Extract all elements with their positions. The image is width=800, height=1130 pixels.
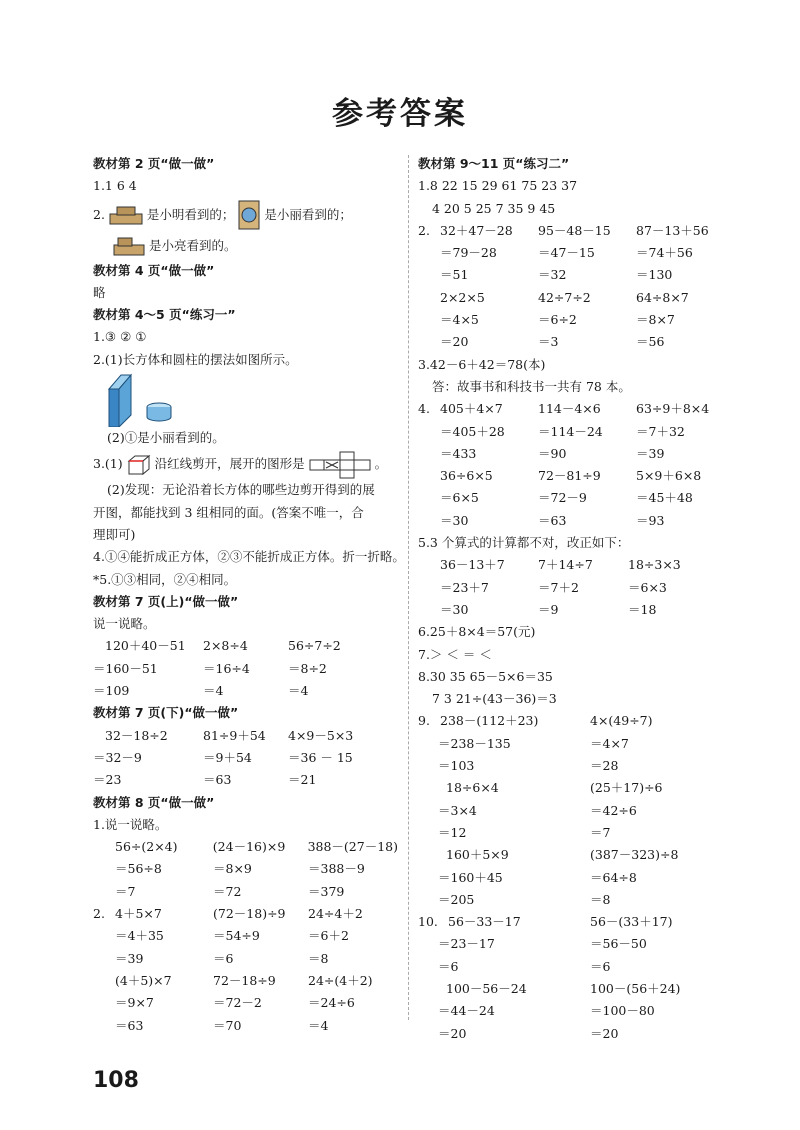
calc-cell: ＝51 xyxy=(440,267,469,283)
calc-cell: ＝130 xyxy=(636,267,673,283)
calc-row xyxy=(418,822,718,844)
calc-row xyxy=(93,769,398,791)
calc-cell: ＝388－9 xyxy=(308,861,365,877)
cuboid-red-line-icon xyxy=(127,454,151,476)
calc-row xyxy=(93,836,398,858)
calc-cell: 405＋4×7 xyxy=(440,401,503,417)
answer-line: 答：故事书和科技书一共有 78 本。 xyxy=(432,378,631,394)
answer-line: 5.3 个算式的计算都不对，改正如下： xyxy=(418,535,630,551)
calc-cell: ＝47－15 xyxy=(538,245,595,261)
calc-cell: ＝54÷9 xyxy=(213,928,260,944)
calc-cell: 56－33－17 xyxy=(448,914,521,930)
calc-cell: ＝21 xyxy=(288,772,317,788)
answer-line: 略 xyxy=(93,284,106,300)
calc-block xyxy=(93,836,398,903)
calc-cell: ＝7 xyxy=(115,883,136,899)
answer-text: 是小丽看到的； xyxy=(264,206,352,222)
calc-cell: 4＋5×7 xyxy=(115,906,162,922)
calc-cell: ＝9×7 xyxy=(115,995,154,1011)
calc-row xyxy=(418,710,718,732)
section-title: 教材第 7 页(上)“做一做” xyxy=(93,593,239,609)
calc-row xyxy=(418,443,718,465)
calc-cell: 18÷6×4 xyxy=(446,780,499,796)
calc-row xyxy=(418,889,718,911)
calc-cell: ＝6÷2 xyxy=(538,312,577,328)
calc-cell: 56－(33＋17) xyxy=(590,914,673,930)
calc-row xyxy=(418,844,718,866)
calc-cell: 120＋40－51 xyxy=(105,638,186,654)
calc-cell: ＝93 xyxy=(636,512,665,528)
calc-cell: ＝30 xyxy=(440,601,469,617)
calc-cell: 36÷6×5 xyxy=(440,468,493,484)
calc-block xyxy=(418,220,718,354)
calc-row xyxy=(418,487,718,509)
calc-cell: ＝379 xyxy=(308,883,345,899)
answer-line: 开图，都能找到 3 组相同的面。(答案不唯一，合 xyxy=(93,504,364,520)
calc-cell: ＝7＋2 xyxy=(538,579,579,595)
calc-block xyxy=(418,398,718,532)
answer-line: 4 20 5 25 7 35 9 45 xyxy=(432,200,556,216)
calc-cell: ＝74＋56 xyxy=(636,245,693,261)
calc-row xyxy=(93,1015,398,1037)
calc-cell: ＝4 xyxy=(308,1017,329,1033)
calc-cell: ＝4＋35 xyxy=(115,928,164,944)
calc-block xyxy=(418,554,718,621)
item-number: 4. xyxy=(418,401,430,417)
calc-cell: 160＋5×9 xyxy=(446,847,509,863)
answer-line: (2)①是小丽看到的。 xyxy=(107,430,225,446)
calc-row xyxy=(93,725,398,747)
net-diagram-icon xyxy=(309,451,371,479)
calc-cell: 2×8÷4 xyxy=(203,638,248,654)
answer-line: 3.42－6＋42＝78(本) xyxy=(418,356,546,372)
calc-cell: 5×9＋6×8 xyxy=(636,468,702,484)
calc-row xyxy=(418,599,718,621)
calc-row xyxy=(418,1023,718,1045)
calc-cell: ＝36 － 15 xyxy=(288,749,353,765)
calc-cell: (387－323)÷8 xyxy=(590,847,679,863)
calc-cell: ＝20 xyxy=(440,334,469,350)
calc-row xyxy=(418,755,718,777)
calc-row xyxy=(418,465,718,487)
calc-row xyxy=(93,970,398,992)
calc-row xyxy=(418,911,718,933)
calc-cell: ＝23＋7 xyxy=(440,579,489,595)
answer-text: 沿红线剪开，展开的图形是 xyxy=(154,456,305,472)
calc-cell: ＝4 xyxy=(288,683,309,699)
calc-cell: ＝12 xyxy=(438,824,467,840)
calc-cell: 81÷9＋54 xyxy=(203,727,266,743)
calc-cell: ＝30 xyxy=(440,512,469,528)
calc-cell: ＝114－24 xyxy=(538,423,603,439)
right-column xyxy=(418,153,718,1045)
answer-line: 6.25＋8×4＝57(元) xyxy=(418,624,536,640)
calc-cell: 56÷7÷2 xyxy=(288,638,341,654)
calc-cell: ＝32－9 xyxy=(93,749,142,765)
calc-cell: ＝39 xyxy=(115,950,144,966)
item-number: 10. xyxy=(418,914,438,930)
calc-row xyxy=(418,577,718,599)
calc-cell: ＝20 xyxy=(438,1025,467,1041)
calc-cell: ＝63 xyxy=(203,772,232,788)
calc-cell: ＝70 xyxy=(213,1017,242,1033)
calc-cell: ＝56－50 xyxy=(590,936,647,952)
calc-cell: ＝32 xyxy=(538,267,567,283)
page-title: 参考答案 xyxy=(332,96,468,132)
calc-cell: ＝72 xyxy=(213,883,242,899)
answer-line: 4.①④能折成正方体，②③不能折成正方体。折一折略。 xyxy=(93,549,405,565)
calc-row xyxy=(93,992,398,1014)
calc-row xyxy=(418,287,718,309)
calc-cell: ＝100－80 xyxy=(590,1003,655,1019)
calc-cell: ＝23－17 xyxy=(438,936,495,952)
calc-cell: ＝90 xyxy=(538,445,567,461)
calc-cell: ＝44－24 xyxy=(438,1003,495,1019)
calc-cell: ＝56 xyxy=(636,334,665,350)
calc-block xyxy=(418,710,718,911)
calc-cell: (72－18)÷9 xyxy=(213,906,286,922)
calc-cell: 100－56－24 xyxy=(446,980,527,996)
calc-row xyxy=(93,658,398,680)
calc-row xyxy=(418,933,718,955)
calc-cell: ＝39 xyxy=(636,445,665,461)
calc-cell: ＝3 xyxy=(538,334,559,350)
section-title: 教材第 2 页“做一做” xyxy=(93,156,215,171)
item-number: 3.(1) xyxy=(93,456,123,472)
calc-cell: ＝103 xyxy=(438,758,475,774)
answer-text: 。 xyxy=(374,456,388,472)
calc-cell: ＝42÷6 xyxy=(590,802,637,818)
calc-cell: ＝24÷6 xyxy=(308,995,355,1011)
calc-row xyxy=(93,881,398,903)
calc-cell: 36－13＋7 xyxy=(440,557,505,573)
calc-cell: ＝8 xyxy=(308,950,329,966)
answer-line: 1.8 22 15 29 61 75 23 37 xyxy=(418,178,578,194)
calc-row xyxy=(418,220,718,242)
calc-cell: ＝4 xyxy=(203,683,224,699)
section-title: 教材第 4 页“做一做” xyxy=(93,262,215,278)
calc-cell: 238－(112＋23) xyxy=(440,713,539,729)
calc-cell: 4×(49÷7) xyxy=(590,713,653,729)
calc-cell: ＝205 xyxy=(438,891,475,907)
calc-cell: ＝7 xyxy=(590,824,611,840)
answer-line: 说一说略。 xyxy=(93,616,156,632)
calc-cell: 114－4×6 xyxy=(538,401,601,417)
calc-cell: ＝160＋45 xyxy=(438,869,503,885)
calc-row xyxy=(93,680,398,702)
calc-cell: (4＋5)×7 xyxy=(115,972,172,988)
calc-row xyxy=(418,331,718,353)
calc-cell: 56÷(2×4) xyxy=(115,839,178,855)
calc-row xyxy=(418,1000,718,1022)
answer-line: 8.30 35 65－5×6＝35 xyxy=(418,668,553,684)
answer-line: 2.(1)长方体和圆柱的摆法如图所示。 xyxy=(93,351,298,367)
calc-row xyxy=(93,948,398,970)
answer-line: 1.1 6 4 xyxy=(93,178,137,194)
cuboid-cylinder-icon xyxy=(107,371,187,427)
calc-row xyxy=(418,777,718,799)
answer-line: 1.③ ② ① xyxy=(93,329,147,345)
calc-cell: 18÷3×3 xyxy=(628,557,681,573)
calc-row xyxy=(418,978,718,1000)
calc-row xyxy=(418,733,718,755)
left-column xyxy=(93,153,405,1037)
item-number: 9. xyxy=(418,713,430,729)
calc-cell: ＝79－28 xyxy=(440,245,497,261)
side-view-icon xyxy=(109,204,143,226)
calc-cell: 100－(56＋24) xyxy=(590,980,681,996)
calc-cell: (24－16)×9 xyxy=(212,839,286,855)
calc-cell: ＝56÷8 xyxy=(115,861,162,877)
answer-line xyxy=(93,232,398,260)
section-title: 教材第 8 页“做一做” xyxy=(93,794,215,810)
calc-row xyxy=(418,398,718,420)
calc-cell: 32＋47－28 xyxy=(440,222,513,238)
calc-cell: ＝6×5 xyxy=(440,490,479,506)
answer-line: 1.说一说略。 xyxy=(93,816,168,832)
calc-cell: ＝160－51 xyxy=(93,660,158,676)
calc-cell: ＝20 xyxy=(590,1025,619,1041)
calc-cell: ＝9＋54 xyxy=(203,749,252,765)
calc-cell: 2×2×5 xyxy=(440,289,485,305)
calc-row xyxy=(93,747,398,769)
calc-cell: 7＋14÷7 xyxy=(538,557,593,573)
calc-cell: 4×9－5×3 xyxy=(288,727,354,743)
item-number: 2. xyxy=(93,906,105,922)
answer-line xyxy=(93,198,398,232)
column-divider xyxy=(408,155,409,1020)
answer-line: 7 3 21÷(43－36)＝3 xyxy=(432,691,557,707)
calc-cell: ＝6 xyxy=(213,950,234,966)
calc-cell: ＝16÷4 xyxy=(203,660,250,676)
calc-row xyxy=(418,510,718,532)
calc-row xyxy=(418,800,718,822)
calc-cell: 388－(27－18) xyxy=(307,839,398,855)
calc-cell: ＝63 xyxy=(538,512,567,528)
answer-line xyxy=(93,449,398,479)
calc-cell: ＝45＋48 xyxy=(636,490,693,506)
calc-row xyxy=(93,903,398,925)
calc-cell: ＝9 xyxy=(538,601,559,617)
calc-row xyxy=(418,867,718,889)
calc-cell: ＝6＋2 xyxy=(308,928,349,944)
calc-cell: ＝405＋28 xyxy=(440,423,505,439)
calc-cell: 95－48－15 xyxy=(538,222,611,238)
answer-line: (2)发现：无论沿着长方体的哪些边剪开得到的展 xyxy=(107,482,375,498)
section-title: 教材第 7 页(下)“做一做” xyxy=(93,705,239,721)
calc-cell: ＝238－135 xyxy=(438,735,511,751)
answer-line: 7.＞ ＜ ＝ ＜ xyxy=(418,646,492,662)
calc-cell: ＝433 xyxy=(440,445,477,461)
calc-row xyxy=(93,925,398,947)
top-view-icon xyxy=(238,200,260,230)
calc-cell: 72－81÷9 xyxy=(538,468,601,484)
calc-row xyxy=(418,554,718,576)
calc-cell: 32－18÷2 xyxy=(105,727,168,743)
calc-cell: ＝6×3 xyxy=(628,579,667,595)
answer-line: 理即可) xyxy=(93,526,136,542)
calc-cell: ＝8÷2 xyxy=(288,660,327,676)
answer-line: *5.①③相同，②④相同。 xyxy=(93,571,237,587)
calc-cell: ＝4×7 xyxy=(590,735,629,751)
calc-cell: ＝28 xyxy=(590,758,619,774)
calc-cell: ＝63 xyxy=(115,1017,144,1033)
calc-row xyxy=(93,635,398,657)
front-view-icon xyxy=(113,235,145,257)
calc-row xyxy=(93,858,398,880)
calc-cell: ＝3×4 xyxy=(438,802,477,818)
calc-cell: ＝23 xyxy=(93,772,122,788)
calc-cell: ＝6 xyxy=(590,958,611,974)
item-number: 2. xyxy=(418,222,430,238)
calc-cell: 87－13＋56 xyxy=(636,222,709,238)
calc-cell: 24÷(4＋2) xyxy=(308,972,373,988)
answer-text: 是小亮看到的。 xyxy=(148,237,237,253)
calc-row xyxy=(418,309,718,331)
calc-block xyxy=(93,903,398,1037)
calc-row xyxy=(418,242,718,264)
calc-cell: ＝7＋32 xyxy=(636,423,685,439)
calc-cell: (25＋17)÷6 xyxy=(590,780,663,796)
answer-text: 是小明看到的； xyxy=(146,206,235,222)
calc-block xyxy=(93,725,398,792)
calc-cell: ＝72－2 xyxy=(213,995,262,1011)
calc-row xyxy=(418,421,718,443)
page-number: 108 xyxy=(93,1068,139,1093)
calc-cell: ＝8 xyxy=(590,891,611,907)
calc-cell: ＝64÷8 xyxy=(590,869,637,885)
item-number: 2. xyxy=(93,206,105,222)
calc-cell: ＝72－9 xyxy=(538,490,587,506)
calc-row xyxy=(418,264,718,286)
calc-block xyxy=(418,911,718,1045)
calc-cell: 72－18÷9 xyxy=(213,972,276,988)
calc-cell: ＝18 xyxy=(628,601,657,617)
calc-cell: 24÷4＋2 xyxy=(308,906,363,922)
section-title: 教材第 9～11 页“练习二” xyxy=(418,156,570,171)
calc-cell: 63÷9＋8×4 xyxy=(636,401,710,417)
calc-cell: 42÷7÷2 xyxy=(538,289,591,305)
calc-cell: ＝4×5 xyxy=(440,312,479,328)
calc-row xyxy=(418,956,718,978)
calc-cell: ＝8×7 xyxy=(636,312,675,328)
calc-cell: ＝8×9 xyxy=(213,861,252,877)
calc-cell: ＝6 xyxy=(438,958,459,974)
figure-cuboid-cylinder xyxy=(93,371,398,427)
calc-cell: 64÷8×7 xyxy=(636,289,689,305)
section-title: 教材第 4～5 页“练习一” xyxy=(93,307,236,323)
calc-cell: ＝109 xyxy=(93,683,130,699)
calc-block xyxy=(93,635,398,702)
